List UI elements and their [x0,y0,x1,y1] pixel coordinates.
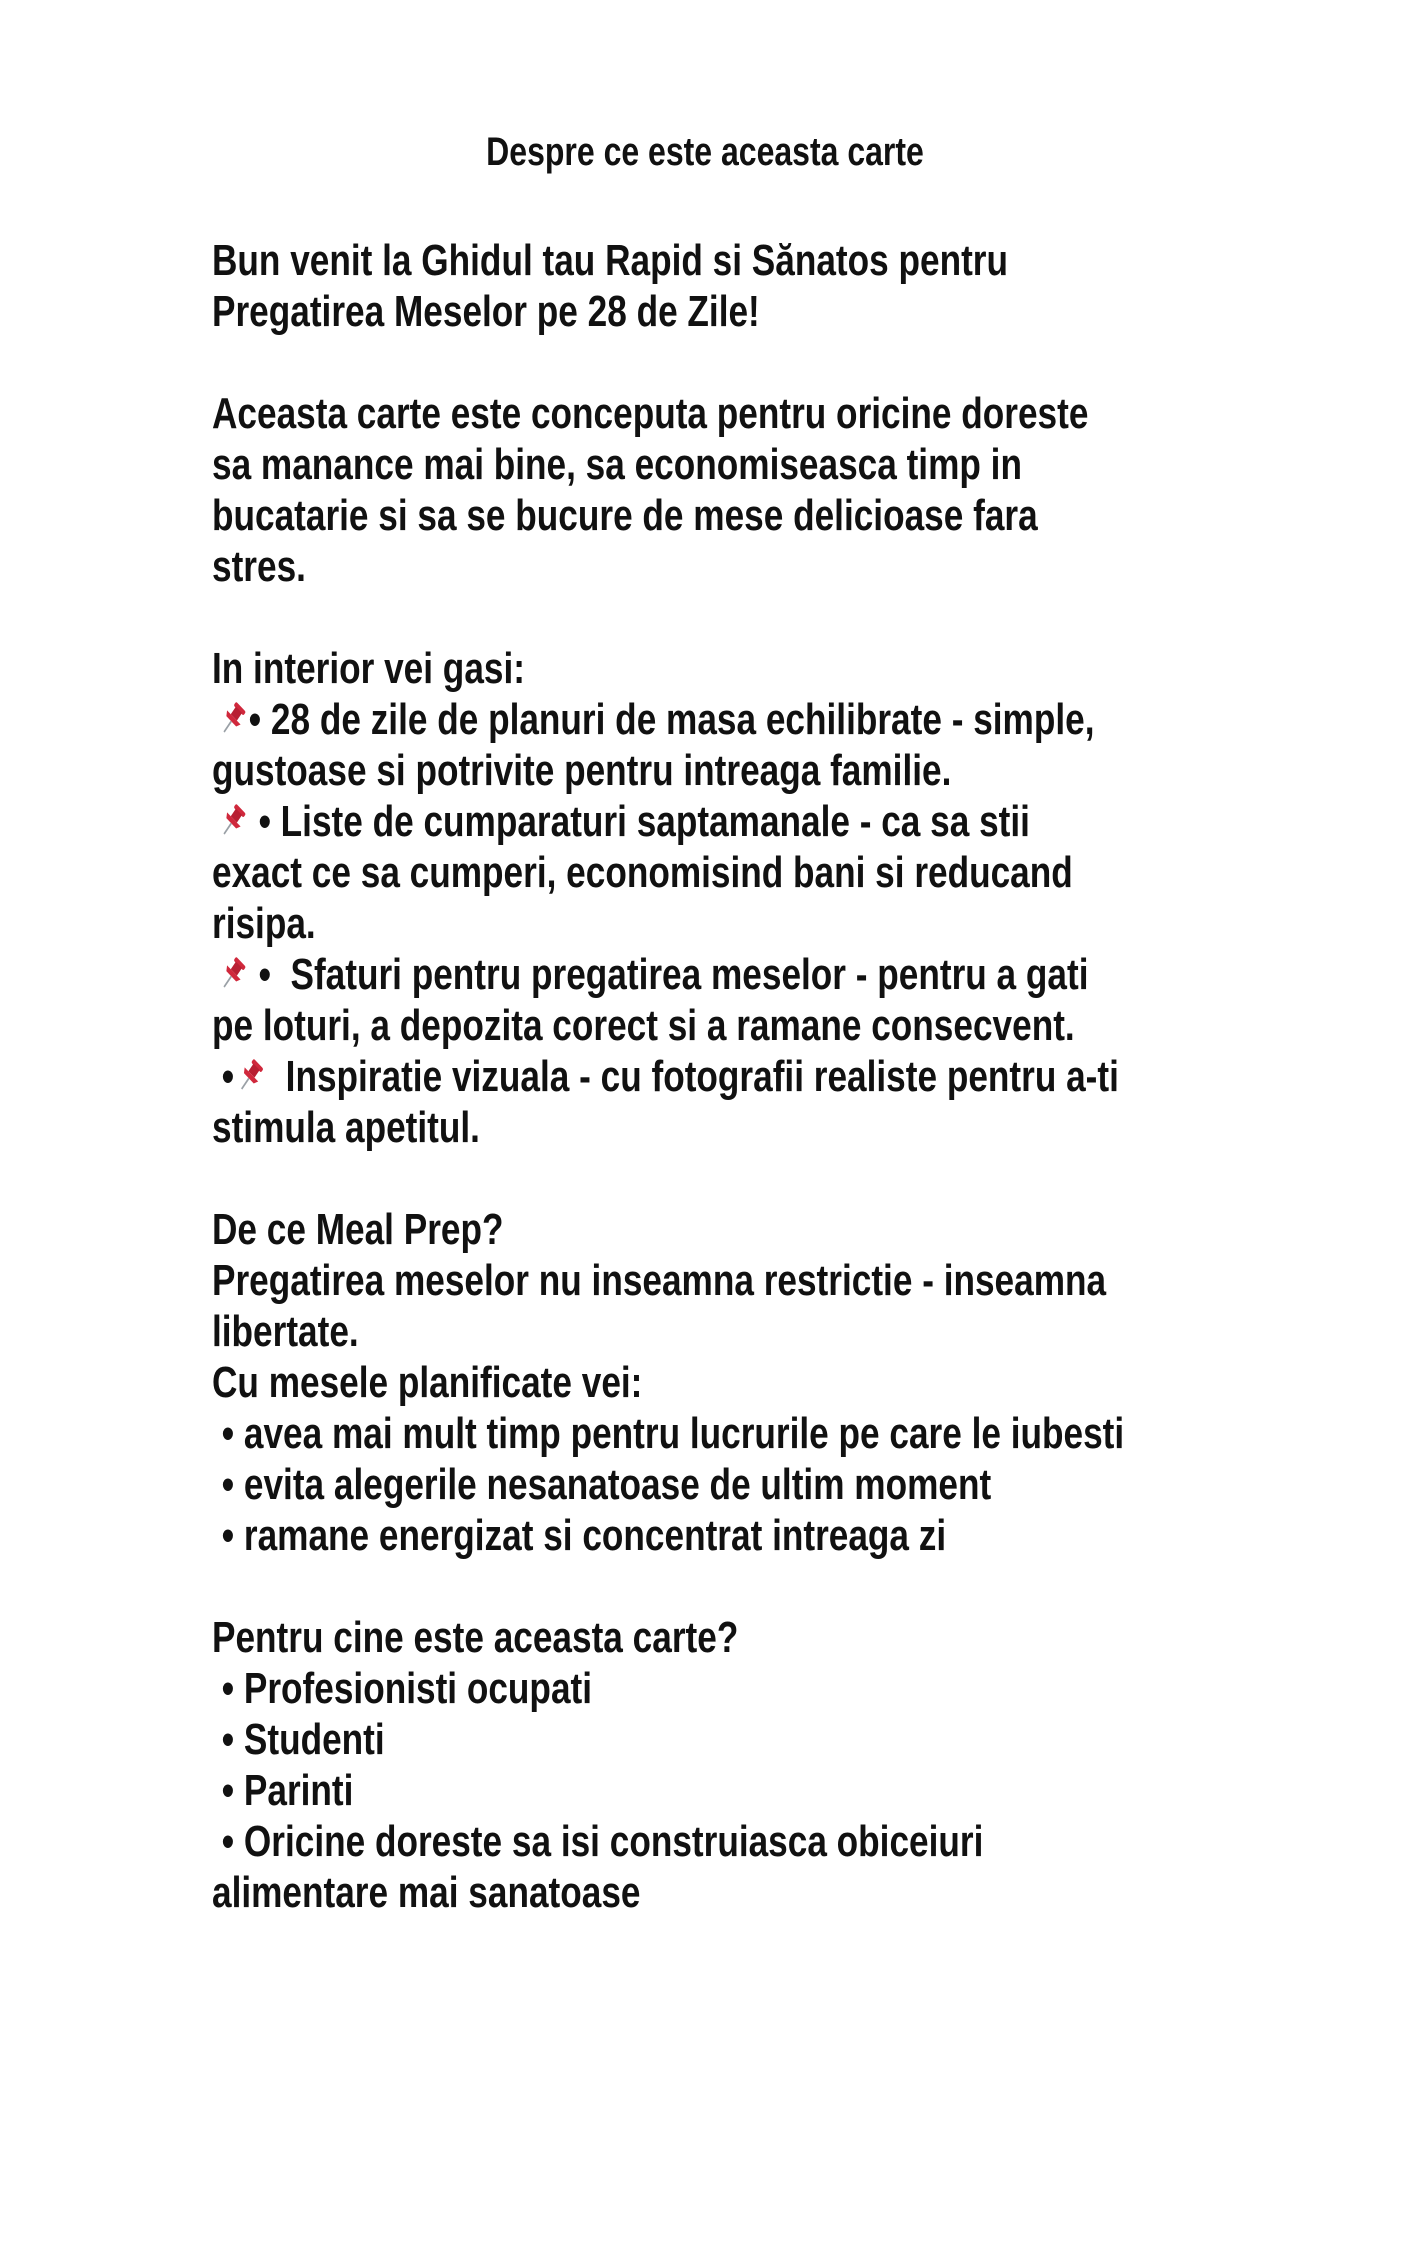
pushpin-icon [234,1057,266,1095]
audience-heading: Pentru cine este aceasta carte? [212,1613,739,1662]
spacer [212,592,1188,643]
page-title: Despre ce este aceasta carte [486,130,924,174]
intro-line-3: bucatarie si sa se bucure de mese delicioase fara [212,491,1038,540]
pushpin-icon [217,802,249,840]
inside-heading: In interior vei gasi: [212,644,525,693]
why-bullet-1: • avea mai mult timp pentru lucrurile pe care le iubesti [212,1409,1125,1458]
audience-bullet-3: • Parinti [212,1766,354,1815]
welcome-line-1: Bun venit la Ghidul tau Rapid si Sănatos pentru [212,236,1008,285]
welcome-line-2: Pregatirea Meselor pe 28 de Zile! [212,287,760,336]
inside-item-2 [212,796,1188,847]
spacer [212,1153,1188,1204]
document-body [212,235,1188,1918]
inside-item-2-text: • Liste de cumparaturi saptamanale - ca sa stii [248,797,1030,846]
intro-line-4: stres. [212,542,306,591]
inside-item-1-text: • 28 de zile de planuri de masa echilibrate - simple, [248,695,1095,744]
why-heading: De ce Meal Prep? [212,1205,504,1254]
audience-last-line: alimentare mai sanatoase [212,1868,641,1917]
inside-item-1 [212,694,1188,745]
inside-item-3 [212,949,1188,1000]
inside-item-4-line-2: stimula apetitul. [212,1103,480,1152]
inside-item-2-line-2: exact ce sa cumperi, economisind bani si reducand [212,848,1073,897]
audience-bullet-4: • Oricine doreste sa isi construiasca obiceiuri [212,1817,984,1866]
pushpin-icon [217,955,249,993]
audience-bullet-2: • Studenti [212,1715,385,1764]
bullet: • [212,1052,235,1101]
inside-item-2-line-3: risipa. [212,899,316,948]
intro-line-1: Aceasta carte este conceputa pentru oricine doreste [212,389,1089,438]
inside-item-4 [212,1051,1188,1102]
inside-item-3-text: • Sfaturi pentru pregatirea meselor - pentru a gati [248,950,1089,999]
why-line-2: libertate. [212,1307,359,1356]
audience-bullet-1: • Profesionisti ocupati [212,1664,593,1713]
why-bullet-3: • ramane energizat si concentrat intreaga zi [212,1511,947,1560]
why-line-1: Pregatirea meselor nu inseamna restrictie - inseamna [212,1256,1107,1305]
inside-item-1-line-2: gustoase si potrivite pentru intreaga familie. [212,746,952,795]
inside-item-4-text: Inspiratie vizuala - cu fotografii realiste pentru a-ti [266,1052,1119,1101]
spacer [212,1561,1188,1612]
spacer [212,337,1188,388]
intro-line-2: sa manance mai bine, sa economiseasca timp in [212,440,1022,489]
pushpin-icon [217,700,249,738]
why-line-3: Cu mesele planificate vei: [212,1358,643,1407]
inside-item-3-line-2: pe loturi, a depozita corect si a ramane consecvent. [212,1001,1075,1050]
why-bullet-2: • evita alegerile nesanatoase de ultim moment [212,1460,992,1509]
